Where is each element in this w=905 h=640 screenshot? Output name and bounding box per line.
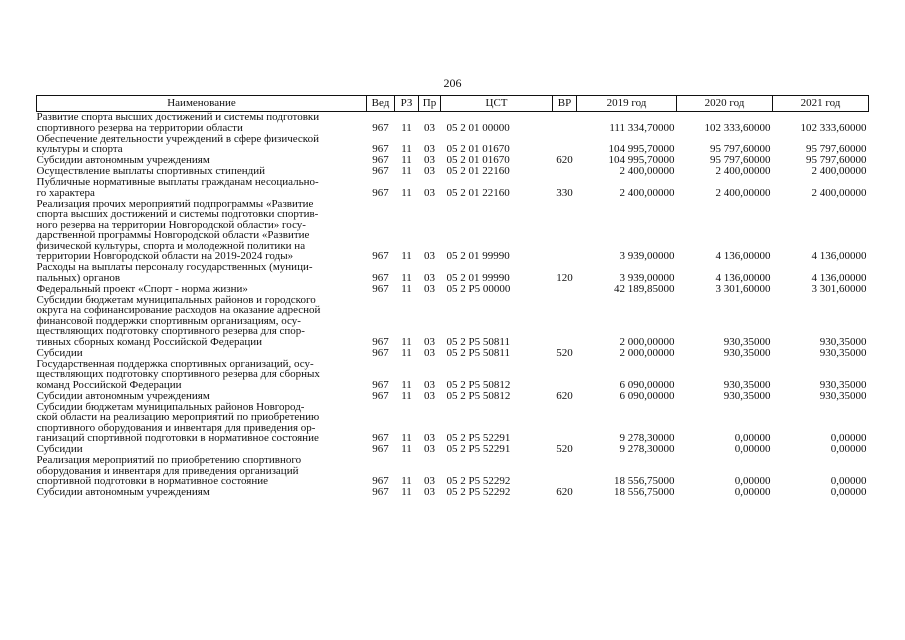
row-name: Обеспечение деятельности учреждений в сфере физической культуры и спорта (36, 132, 319, 155)
row-name: Субсидии бюджетам муниципальных районов и городского округа на софинансирование расходов на оказание адресной финансовой поддержки спортивным организациям, осу- ществляющих подготовку спортивного резерва для спор- тивных сборных команд Российской Федерации (36, 293, 321, 348)
row-vr (553, 455, 577, 487)
row-2019: 18 556,75000 (614, 486, 675, 498)
row-2021: 2 400,00000 (811, 186, 867, 199)
table-row (37, 177, 869, 199)
row-rz: 11 (401, 250, 412, 262)
row-rz: 11 (401, 486, 412, 498)
row-cst: 05 2 Р5 52292 (446, 475, 511, 487)
row-cst: 05 2 Р5 50811 (446, 346, 510, 359)
row-pr: 03 (424, 282, 435, 295)
row-2019: 104 995,70000 (608, 143, 675, 155)
header-pr: Пр (419, 96, 441, 112)
row-2019: 6 090,00000 (619, 389, 675, 402)
row-ved: 967 (372, 335, 389, 348)
row-ved: 967 (372, 432, 389, 444)
row-pr: 03 (424, 154, 435, 166)
row-2020: 3 301,60000 (715, 282, 771, 295)
row-rz: 11 (401, 378, 412, 391)
row-ved: 967 (372, 486, 389, 498)
header-vr: ВР (553, 96, 577, 112)
row-name: Субсидии автономным учреждениям (36, 389, 210, 402)
row-name: Осуществление выплаты спортивных стипендий (36, 165, 265, 177)
row-2021: 930,35000 (819, 335, 867, 348)
row-vr: 620 (556, 486, 573, 498)
row-2020: 930,35000 (723, 389, 771, 402)
row-cst: 05 2 01 00000 (446, 121, 510, 134)
table-row (37, 402, 869, 445)
row-2021: 0,00000 (830, 432, 867, 444)
row-2021: 3 301,60000 (811, 282, 867, 295)
row-vr: 620 (556, 389, 573, 402)
row-vr (553, 284, 577, 295)
row-2020: 930,35000 (723, 378, 771, 391)
row-pr: 03 (424, 389, 435, 402)
row-vr: 620 (556, 154, 573, 166)
row-ved: 967 (372, 186, 389, 199)
row-vr (553, 402, 577, 445)
row-ved: 967 (372, 250, 389, 262)
row-vr (553, 199, 577, 263)
header-rz: РЗ (395, 96, 419, 112)
row-rz: 11 (401, 271, 412, 284)
row-name: Реализация прочих мероприятий подпрограммы «Развитие спорта высших достижений и системы подготовки спортив- ного резерва на территории Новгородской области» госу- дарственной программы Новгородской области «Развитие физической культуры, спорта и молодежной политики на территории Новгородской области на 2019-2024 годы» (36, 197, 319, 262)
row-name: Реализация мероприятий по приобретению спортивного оборудования и инвентаря для приведения организаций спортивной подготовки в нормативное состояние (36, 454, 302, 487)
row-pr: 03 (424, 475, 435, 487)
header-name: Наименование (37, 96, 367, 112)
row-rz: 11 (401, 335, 412, 348)
row-cst: 05 2 01 99990 (446, 250, 510, 262)
row-cst: 05 2 Р5 00000 (446, 282, 511, 295)
row-vr: 520 (556, 443, 573, 455)
row-cst: 05 2 01 01670 (446, 143, 510, 155)
row-2020: 0,00000 (734, 486, 771, 498)
row-rz: 11 (401, 165, 412, 177)
row-ved: 967 (372, 282, 389, 295)
row-2020: 2 400,00000 (715, 165, 771, 177)
row-2019: 9 278,30000 (619, 443, 675, 455)
row-pr: 03 (424, 186, 435, 199)
row-2019: 3 939,00000 (619, 250, 675, 262)
table-row (37, 199, 869, 263)
row-pr: 03 (424, 271, 435, 284)
row-vr (553, 166, 577, 177)
table-row (37, 487, 869, 498)
row-rz: 11 (401, 346, 412, 359)
row-2021: 0,00000 (830, 486, 867, 498)
row-rz: 11 (401, 443, 412, 455)
row-2019: 9 278,30000 (619, 432, 675, 444)
row-cst: 05 2 Р5 52291 (446, 443, 511, 455)
page-number: 206 (443, 76, 462, 90)
row-cst: 05 2 Р5 50812 (446, 389, 511, 402)
table-row (37, 262, 869, 284)
row-name: Субсидии автономным учреждениям (36, 154, 210, 166)
row-ved: 967 (372, 346, 389, 359)
row-2020: 4 136,00000 (715, 250, 771, 262)
row-2019: 18 556,75000 (614, 475, 675, 487)
table-row (37, 391, 869, 402)
row-2020: 0,00000 (734, 432, 771, 444)
row-vr (553, 112, 577, 134)
row-cst: 05 2 01 22160 (446, 186, 510, 199)
row-pr: 03 (424, 143, 435, 155)
row-2019: 2 000,00000 (619, 335, 675, 348)
row-ved: 967 (372, 443, 389, 455)
row-name: Субсидии бюджетам муниципальных районов Новгород- ской области на реализацию мероприятий по приобретению спортивного оборудования и инвентаря для приведения ор- ганизаций спортивной подготовки в нормативное состояние (36, 400, 320, 444)
table-row (37, 134, 869, 156)
row-cst: 05 2 Р5 50812 (446, 378, 511, 391)
row-pr: 03 (424, 378, 435, 391)
row-2020: 2 400,00000 (715, 186, 771, 199)
row-ved: 967 (372, 143, 389, 155)
row-ved: 967 (372, 121, 389, 134)
table-row (37, 455, 869, 487)
row-name: Государственная поддержка спортивных организаций, осу- ществляющих подготовку спортивного резерва для сборных команд Российской Федерации (36, 357, 320, 391)
row-2020: 0,00000 (734, 443, 771, 455)
row-ved: 967 (372, 271, 389, 284)
table-row (37, 295, 869, 348)
header-cst: ЦСТ (441, 96, 553, 112)
row-2021: 4 136,00000 (811, 250, 867, 262)
row-cst: 05 2 01 22160 (446, 165, 510, 177)
row-ved: 967 (372, 154, 389, 166)
row-ved: 967 (372, 165, 389, 177)
row-name: Развитие спорта высших достижений и системы подготовки спортивного резерва на территории области (36, 111, 320, 134)
row-2020: 95 797,60000 (710, 154, 771, 166)
row-2019: 6 090,00000 (619, 378, 675, 391)
table-header-row (37, 96, 869, 112)
row-2019: 3 939,00000 (619, 271, 675, 284)
row-vr: 330 (556, 186, 573, 199)
row-2021: 0,00000 (830, 475, 867, 487)
row-ved: 967 (372, 475, 389, 487)
row-ved: 967 (372, 378, 389, 391)
row-rz: 11 (401, 121, 412, 134)
table-row (37, 112, 869, 134)
row-rz: 11 (401, 186, 412, 199)
row-cst: 05 2 Р5 52292 (446, 486, 511, 498)
row-2021: 930,35000 (819, 389, 867, 402)
row-2021: 4 136,00000 (811, 271, 867, 284)
row-2019: 2 400,00000 (619, 186, 675, 199)
row-2021: 0,00000 (830, 443, 867, 455)
row-cst: 05 2 Р5 52291 (446, 432, 511, 444)
row-cst: 05 2 01 01670 (446, 154, 510, 166)
row-rz: 11 (401, 282, 412, 295)
table-row (37, 348, 869, 359)
row-ved: 967 (372, 389, 389, 402)
header-2021: 2021 год (773, 96, 869, 112)
row-pr: 03 (424, 486, 435, 498)
row-rz: 11 (401, 143, 412, 155)
budget-table (36, 95, 869, 498)
row-pr: 03 (424, 346, 435, 359)
row-vr: 120 (556, 271, 573, 284)
row-pr: 03 (424, 121, 435, 134)
row-rz: 11 (401, 475, 412, 487)
row-2019: 2 000,00000 (619, 346, 675, 359)
row-vr (553, 134, 577, 156)
row-2021: 930,35000 (819, 378, 867, 391)
row-2020: 102 333,60000 (704, 121, 771, 134)
header-2019: 2019 год (577, 96, 677, 112)
row-2019: 42 189,85000 (614, 282, 675, 295)
row-pr: 03 (424, 443, 435, 455)
row-cst: 05 2 01 99990 (446, 271, 510, 284)
row-name: Субсидии автономным учреждениям (36, 486, 210, 498)
row-vr: 520 (556, 346, 573, 359)
row-2020: 930,35000 (723, 346, 771, 359)
row-pr: 03 (424, 250, 435, 262)
row-2019: 104 995,70000 (608, 154, 675, 166)
row-2021: 2 400,00000 (811, 165, 867, 177)
row-2021: 930,35000 (819, 346, 867, 359)
row-pr: 03 (424, 165, 435, 177)
table-row (37, 284, 869, 295)
row-2019: 111 334,70000 (609, 121, 675, 134)
row-2020: 0,00000 (734, 475, 771, 487)
row-2020: 4 136,00000 (715, 271, 771, 284)
row-pr: 03 (424, 335, 435, 348)
row-name: Субсидии (36, 443, 83, 455)
row-2020: 930,35000 (723, 335, 771, 348)
row-cst: 05 2 Р5 50811 (446, 335, 510, 348)
row-rz: 11 (401, 154, 412, 166)
row-name: Расходы на выплаты персоналу государственных (муници- пальных) органов (36, 261, 313, 284)
row-2021: 102 333,60000 (800, 121, 867, 134)
row-name: Публичные нормативные выплаты гражданам несоциально- го характера (36, 176, 319, 199)
row-rz: 11 (401, 432, 412, 444)
header-2020: 2020 год (677, 96, 773, 112)
header-ved: Вед (367, 96, 395, 112)
row-2019: 2 400,00000 (619, 165, 675, 177)
row-vr (553, 359, 577, 391)
row-name: Субсидии (36, 346, 83, 359)
row-name: Федеральный проект «Спорт - норма жизни» (36, 282, 248, 295)
row-2021: 95 797,60000 (806, 143, 867, 155)
row-pr: 03 (424, 432, 435, 444)
row-2021: 95 797,60000 (806, 154, 867, 166)
table-row (37, 359, 869, 391)
row-vr (553, 295, 577, 348)
row-2020: 95 797,60000 (710, 143, 771, 155)
row-rz: 11 (401, 389, 412, 402)
